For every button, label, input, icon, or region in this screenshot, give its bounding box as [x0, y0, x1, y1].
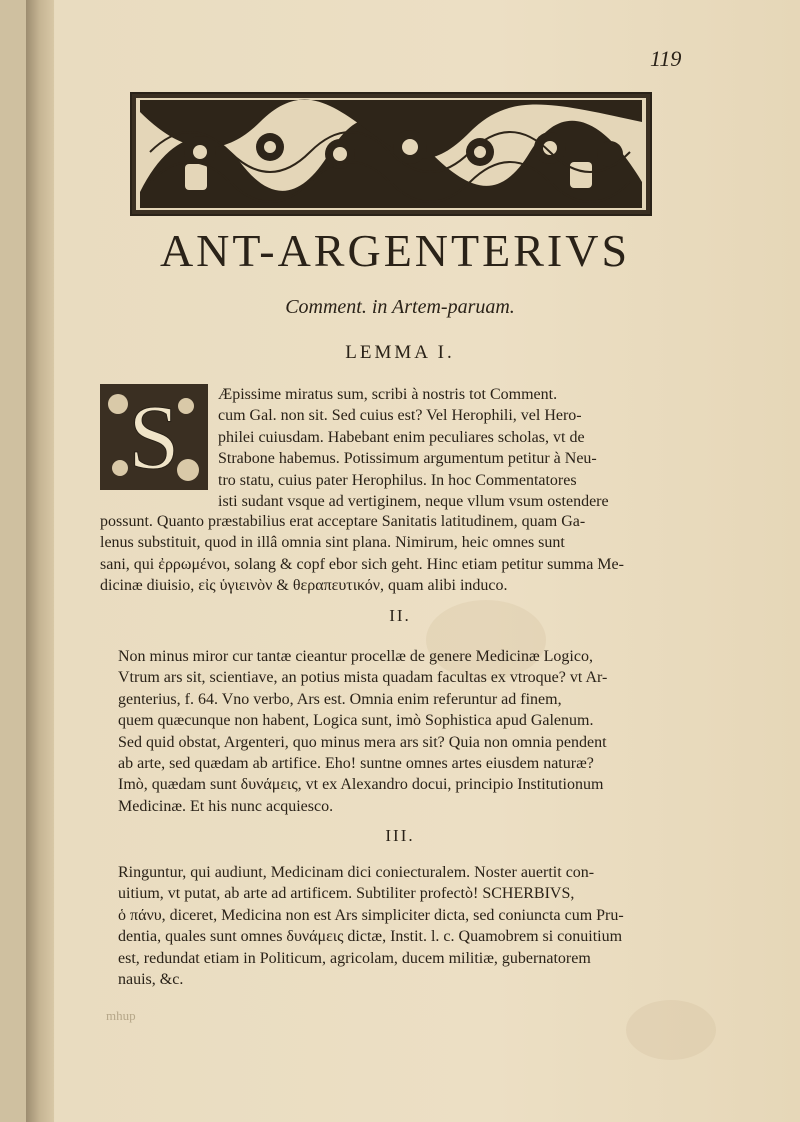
text-line: Medicinæ. Et his nunc acquiesco. — [118, 797, 334, 815]
text-line: lenus substituit, quod in illâ omnia sint plana. Nimirum, heic omnes sunt — [100, 534, 565, 552]
text-line: Strabone habemus. Potissimum argumentum petitur à Neu- — [218, 450, 597, 468]
text-line: nauis, &c. — [118, 971, 184, 989]
text-line: est, redundat etiam in Politicum, agricolam, ducem militiæ, gubernatorem — [118, 949, 591, 967]
paper-stain — [626, 1000, 716, 1060]
text-line: dicinæ diuisio, εἰς ὑγιεινὸν & θεραπευτικόν, quam alibi induco. — [100, 577, 508, 595]
text-line: quem quæcunque non habent, Logica sunt, imò Sophistica apud Galenum. — [118, 712, 594, 730]
text-line: sani, qui ἐρρωμένοι, solang & copf ebor sich geht. Hinc etiam petitur summa Me- — [100, 555, 624, 573]
text-line: philei cuiusdam. Habebant enim peculiares scholas, vt de — [218, 428, 585, 446]
lemma-heading: LEMMA I. — [345, 342, 455, 363]
text-line: dentia, quales sunt omnes δυνάμεις dictæ, Instit. l. c. Quamobrem si conuitium — [118, 928, 623, 946]
text-line: Sed quid obstat, Argenteri, quo minus mera ars sit? Quia non omnia pendent — [118, 733, 607, 751]
page-subtitle: Comment. in Artem-paruam. — [285, 296, 515, 318]
text-line: Æpissime miratus sum, scribi à nostris tot Comment. — [218, 386, 558, 403]
text-line: Ringuntur, qui audiunt, Medicinam dici coniecturalem. Noster auertit con- — [118, 864, 595, 881]
text-line: uitium, vt putat, ab arte ad artificem. Subtiliter profectò! SCHERBIVS, — [118, 885, 575, 903]
page-number: 119 — [650, 46, 682, 71]
woodcut-headpiece-ornament — [130, 92, 652, 216]
text-line: Non minus miror cur tantæ cieantur procellæ de genere Medicinæ Logico, — [118, 648, 593, 665]
lemma1-full-paragraph — [100, 511, 688, 597]
decorated-drop-cap — [98, 382, 210, 492]
text-line: possunt. Quanto præstabilius erat acceptare Sanitatis latitudinem, quam Ga- — [100, 513, 586, 530]
text-line: genterius, f. 64. Vno verbo, Ars est. Omnia enim referuntur ad finem, — [118, 690, 562, 708]
text-line: isti sudant vsque ad vertiginem, neque vllum vsum ostendere — [218, 493, 609, 511]
section-2-paragraph — [100, 646, 688, 817]
page-gutter — [26, 0, 54, 1122]
page-title: ANT-ARGENTERIVS — [159, 225, 631, 276]
text-line: ab arte, sed quædam ab artifice. Eho! suntne omnes artes eiusdem naturæ? — [118, 755, 594, 773]
text-line: ὁ πάνυ, diceret, Medicina non est Ars simpliciter dicta, sed coniuncta cum Pru- — [118, 906, 624, 924]
bleed-through-text: mhup — [106, 1008, 136, 1023]
lemma1-indented-paragraph — [218, 384, 688, 512]
section-3-paragraph — [100, 862, 688, 990]
text-line: Imò, quædam sunt δυνάμεις, vt ex Alexandro docui, principio Institutionum — [118, 776, 604, 794]
drop-cap-letter: S — [128, 386, 180, 488]
section-3-heading: III. — [385, 826, 415, 845]
text-line: tro statu, cuius pater Herophilus. In hoc Commentatores — [218, 471, 577, 489]
section-2-heading: II. — [389, 606, 411, 625]
text-line: cum Gal. non sit. Sed cuius est? Vel Herophili, vel Hero- — [218, 407, 582, 425]
text-line: Vtrum ars sit, scientiave, an potius mista quadam facultas ex vtroque? vt Ar- — [118, 669, 608, 687]
